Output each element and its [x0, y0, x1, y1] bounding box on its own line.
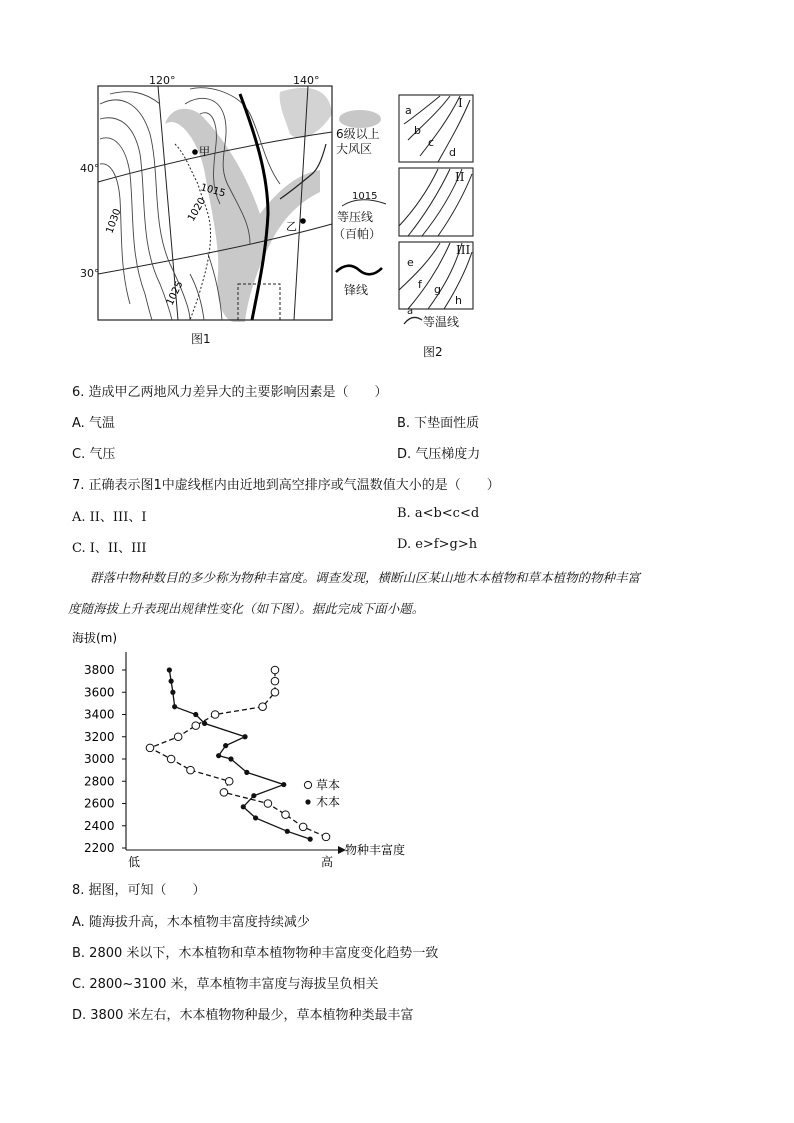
y-tick-2400: 2400: [84, 818, 115, 833]
intro-paragraph: [68, 562, 758, 624]
front-legend-symbol: [334, 262, 384, 278]
figure-1-weather-map: [90, 74, 340, 326]
front-legend-label: 锋线: [344, 283, 369, 297]
legend-woody-marker: [305, 799, 310, 804]
data-point-herb: [192, 722, 200, 730]
data-point-herb: [211, 711, 219, 719]
data-point-herb: [299, 823, 307, 831]
panel-I-letter-a: a: [405, 104, 412, 117]
isobar-legend-unit: （百帕）: [333, 227, 382, 241]
species-richness-chart: [70, 628, 430, 868]
data-point-woody: [242, 734, 247, 739]
panel-III-letter-g: g: [434, 283, 441, 296]
isotherm-legend-label: 等温线: [423, 315, 460, 329]
x-low-label: 低: [128, 855, 141, 868]
y-tick-3400: 3400: [84, 707, 115, 722]
figure-2-panels: [398, 94, 476, 332]
q8-stem: 8. 据图，可知（ ）: [72, 883, 206, 898]
data-point-woody: [169, 679, 174, 684]
y-tick-3000: 3000: [84, 752, 115, 766]
intro-line-2: 度随海拔上升表现出规律性变化（如下图）。据此完成下面小题。: [68, 601, 425, 616]
data-point-herb: [322, 833, 330, 841]
q8-option-c[interactable]: C. 2800~3100 米，草本植物丰富度与海拔呈负相关: [72, 977, 379, 992]
panel-III-letter-e: e: [407, 256, 414, 269]
data-point-herb: [271, 688, 279, 696]
data-point-woody: [281, 782, 286, 787]
panel-III-letter-f: f: [418, 278, 422, 291]
data-point-woody: [251, 793, 256, 798]
place-jia-label: 甲: [199, 145, 210, 158]
data-point-herb: [271, 666, 279, 674]
legend-woody-label: 木本: [316, 795, 341, 809]
data-point-woody: [167, 667, 172, 672]
data-point-woody: [202, 721, 207, 726]
q7-option-c[interactable]: C. I、II、III: [72, 541, 147, 556]
panel-III-letter-h: h: [455, 294, 462, 307]
y-tick-3600: 3600: [84, 685, 115, 700]
lon-140-label: 140°: [293, 74, 320, 87]
panel-III-roman: III: [456, 243, 471, 257]
q6-stem: 6. 造成甲乙两地风力差异大的主要影响因素是（ ）: [72, 385, 388, 400]
data-point-herb: [220, 789, 228, 797]
figure-2-caption: 图2: [423, 345, 443, 359]
q6-option-b[interactable]: B. 下垫面性质: [397, 416, 480, 431]
place-jia-dot: [192, 149, 198, 155]
data-point-woody: [228, 756, 233, 761]
q8-option-a[interactable]: A. 随海拔升高，木本植物丰富度持续减少: [72, 915, 310, 930]
lon-120-label: 120°: [149, 74, 176, 87]
wind-legend-line-1: 6级以上: [336, 127, 380, 141]
place-yi-label: 乙: [286, 220, 297, 233]
data-point-herb: [167, 755, 175, 763]
lat-30-label: 30°: [80, 267, 100, 280]
y-tick-2200: 2200: [84, 841, 115, 855]
place-yi-dot: [300, 218, 306, 224]
q7-option-b[interactable]: B. a<b<c<d: [397, 506, 480, 521]
data-point-woody: [170, 690, 175, 695]
panel-I-letter-b: b: [414, 124, 421, 137]
data-point-woody: [193, 712, 198, 717]
panel-II-roman: II: [455, 170, 465, 184]
q7-stem: 7. 正确表示图1中虚线框内由近地到高空排序或气温数值大小的是（ ）: [72, 478, 500, 493]
data-point-herb: [264, 800, 272, 808]
data-point-herb: [146, 744, 154, 752]
figure-1-caption: 图1: [191, 332, 211, 346]
isobar-1015: 1015: [199, 182, 227, 200]
isobar-legend-value: 1015: [352, 191, 378, 202]
data-point-woody: [285, 829, 290, 834]
data-point-woody: [241, 804, 246, 809]
q6-option-c[interactable]: C. 气压: [72, 447, 116, 462]
q7-option-a[interactable]: A. II、III、I: [72, 510, 147, 525]
data-point-woody: [244, 770, 249, 775]
intro-line-1: 群落中物种数目的多少称为物种丰富度。调查发现，横断山区某山地木本植物和草本植物的物种丰富: [90, 570, 641, 585]
wind-legend-swatch: [339, 110, 381, 128]
panel-I-roman: I: [458, 96, 463, 110]
legend-herb-label: 草本: [316, 778, 341, 792]
data-point-woody: [172, 704, 177, 709]
isotherm-legend-letter: a: [407, 306, 414, 317]
q7-option-d[interactable]: D. e>f>g>h: [397, 537, 478, 552]
chart-xlabel: 物种丰富度: [345, 843, 406, 857]
y-tick-2800: 2800: [84, 774, 115, 789]
wind-legend-label: [336, 127, 380, 157]
y-tick-labels: [84, 663, 126, 855]
panel-I-letter-c: c: [428, 136, 435, 149]
lat-40-label: 40°: [80, 162, 100, 175]
q8-option-d[interactable]: D. 3800 米左右，木本植物物种最少，草本植物种类最丰富: [72, 1008, 414, 1023]
y-tick-3800: 3800: [84, 663, 115, 677]
q8-option-b[interactable]: B. 2800 米以下，木本植物和草本植物物种丰富度变化趋势一致: [72, 946, 439, 961]
data-point-herb: [282, 811, 290, 819]
series-line-herb: [150, 670, 326, 837]
data-point-herb: [271, 677, 279, 685]
data-point-herb: [225, 777, 233, 785]
y-tick-2600: 2600: [84, 796, 115, 811]
data-point-herb: [259, 703, 267, 711]
series-lines: [150, 670, 326, 839]
data-point-herb: [187, 766, 195, 774]
isobar-1020: 1020: [186, 195, 209, 224]
y-tick-3200: 3200: [84, 729, 115, 744]
legend-herb-marker: [304, 781, 311, 788]
isobar-legend-name: 等压线: [337, 210, 374, 224]
chart-ylabel: 海拔(m): [72, 631, 118, 645]
data-point-woody: [253, 815, 258, 820]
isobar-1030: 1030: [104, 207, 124, 236]
isotherm-legend-symbol: [404, 317, 422, 324]
x-high-label: 高: [321, 855, 334, 868]
data-point-woody: [223, 743, 228, 748]
data-point-woody: [308, 837, 313, 842]
q6-option-a[interactable]: A. 气温: [72, 416, 115, 431]
isobar-1025: 1025: [164, 279, 186, 308]
panel-I-letter-d: d: [449, 146, 456, 159]
series-points: [146, 666, 330, 842]
data-point-woody: [216, 753, 221, 758]
wind-legend-line-2: 大风区: [336, 142, 373, 156]
q6-option-d[interactable]: D. 气压梯度力: [397, 447, 481, 462]
data-point-herb: [174, 733, 182, 741]
